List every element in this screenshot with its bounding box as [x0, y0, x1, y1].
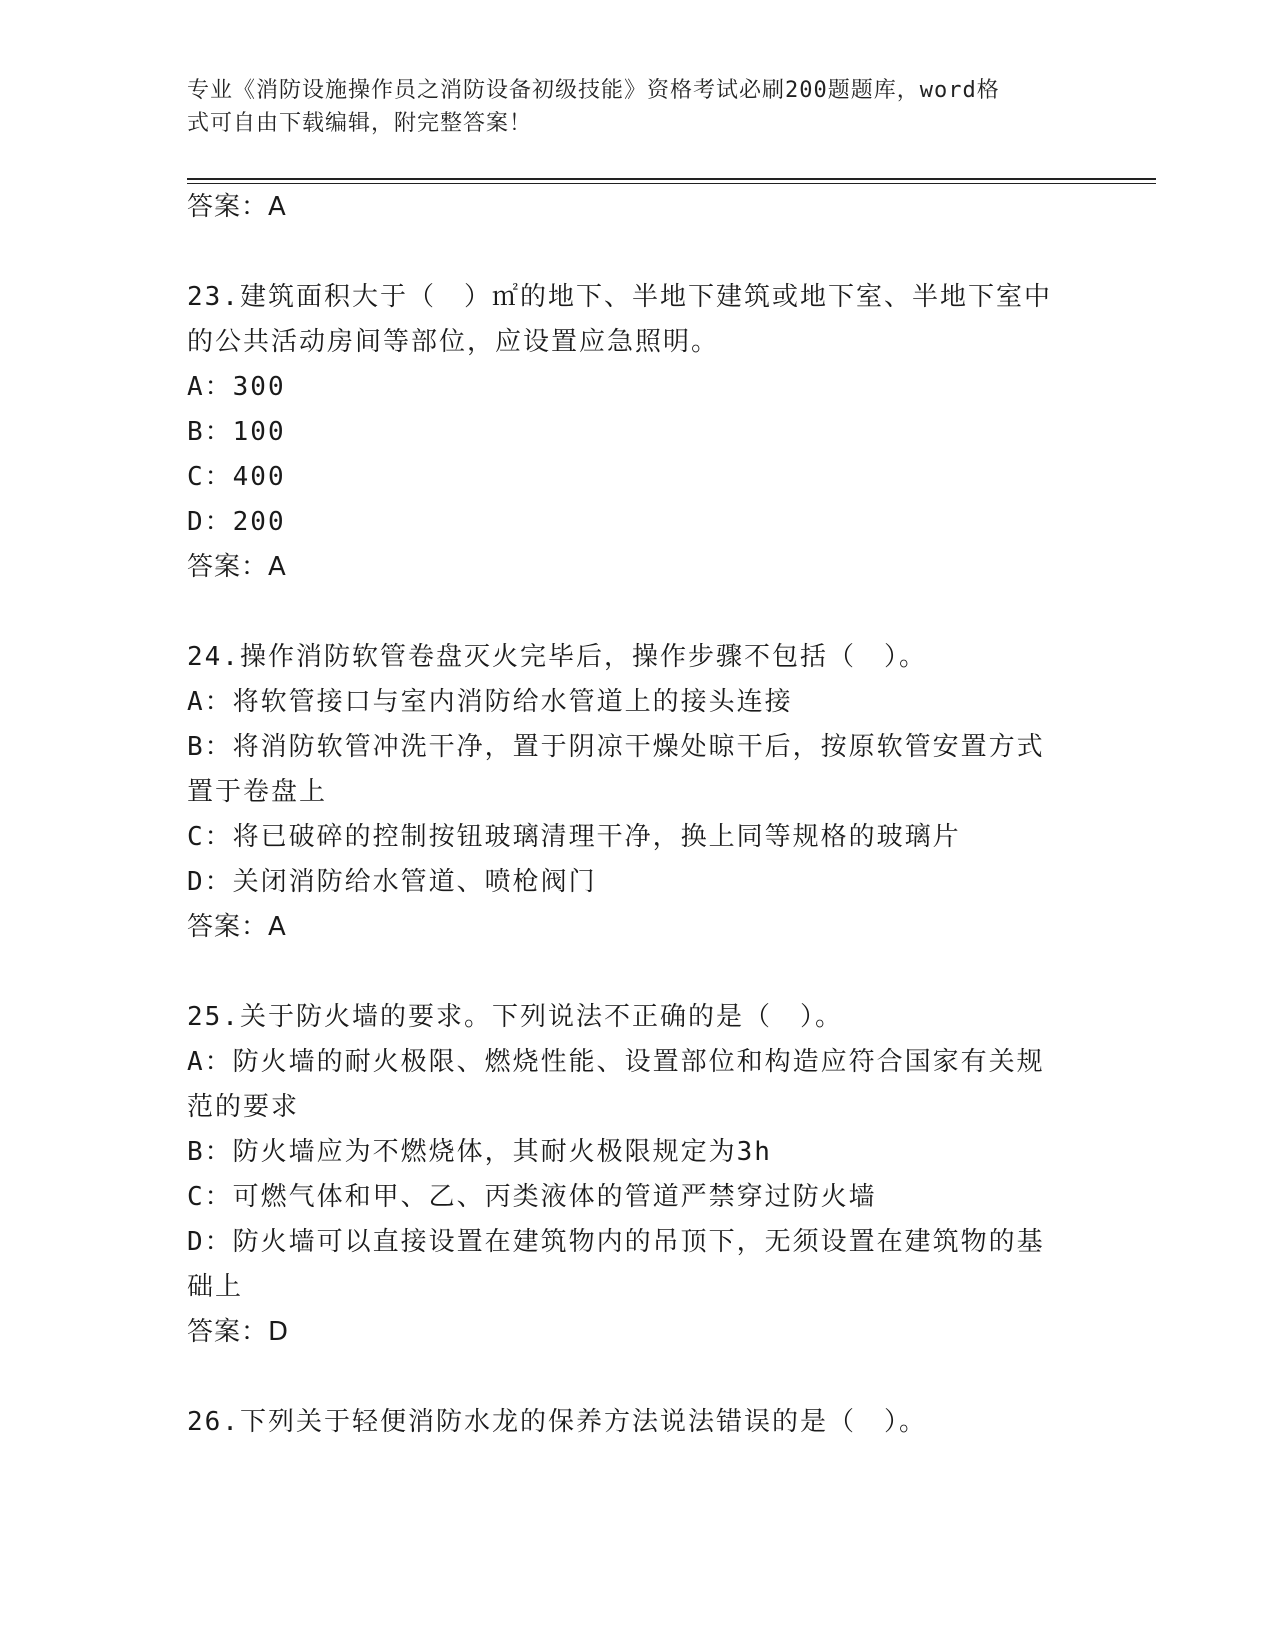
option-a: A：300	[187, 372, 286, 402]
question-26	[187, 1400, 1087, 1445]
spacer	[187, 230, 1087, 275]
option-b: B：100	[187, 417, 286, 447]
question-stem-line: 23.建筑面积大于（ ）㎡的地下、半地下建筑或地下室、半地下室中	[187, 282, 1052, 312]
option-c: C：400	[187, 462, 286, 492]
header-line-1: 专业《消防设施操作员之消防设备初级技能》资格考试必刷200题题库，word格	[187, 78, 1000, 103]
header-rule-thin	[187, 183, 1156, 184]
spacer	[187, 1355, 1087, 1400]
option-c: C：将已破碎的控制按钮玻璃清理干净，换上同等规格的玻璃片	[187, 822, 961, 852]
option-b: B：防火墙应为不燃烧体，其耐火极限规定为3h	[187, 1137, 772, 1167]
page-header	[187, 74, 1067, 140]
option-b-continued: 置于卷盘上	[187, 777, 328, 807]
question-stem-line: 26.下列关于轻便消防水龙的保养方法说法错误的是（ ）。	[187, 1407, 927, 1437]
answer: 答案：A	[187, 552, 287, 582]
option-d: D：200	[187, 507, 286, 537]
option-b: B：将消防软管冲洗干净，置于阴凉干燥处晾干后，按原软管安置方式	[187, 732, 1045, 762]
question-24	[187, 635, 1087, 950]
option-a-continued: 范的要求	[187, 1092, 300, 1122]
header-line-2: 式可自由下载编辑，附完整答案！	[187, 111, 533, 136]
option-a: A：防火墙的耐火极限、燃烧性能、设置部位和构造应符合国家有关规	[187, 1047, 1045, 1077]
option-a: A：将软管接口与室内消防给水管道上的接头连接	[187, 687, 793, 717]
option-d: D：关闭消防给水管道、喷枪阀门	[187, 867, 597, 897]
question-stem-line: 的公共活动房间等部位，应设置应急照明。	[187, 327, 720, 357]
spacer	[187, 590, 1087, 635]
option-d-continued: 础上	[187, 1272, 244, 1302]
previous-answer: 答案：A	[187, 192, 287, 222]
option-d: D：防火墙可以直接设置在建筑物内的吊顶下，无须设置在建筑物的基	[187, 1227, 1045, 1257]
answer: 答案：A	[187, 912, 287, 942]
header-rule-thick	[187, 178, 1156, 180]
question-stem-line: 25.关于防火墙的要求。下列说法不正确的是（ ）。	[187, 1002, 843, 1032]
option-c: C：可燃气体和甲、乙、丙类液体的管道严禁穿过防火墙	[187, 1182, 877, 1212]
question-stem-line: 24.操作消防软管卷盘灭火完毕后，操作步骤不包括（ ）。	[187, 642, 927, 672]
answer: 答案：D	[187, 1317, 290, 1347]
document-content	[187, 185, 1087, 1445]
question-25	[187, 995, 1087, 1355]
spacer	[187, 950, 1087, 995]
question-23	[187, 275, 1087, 590]
